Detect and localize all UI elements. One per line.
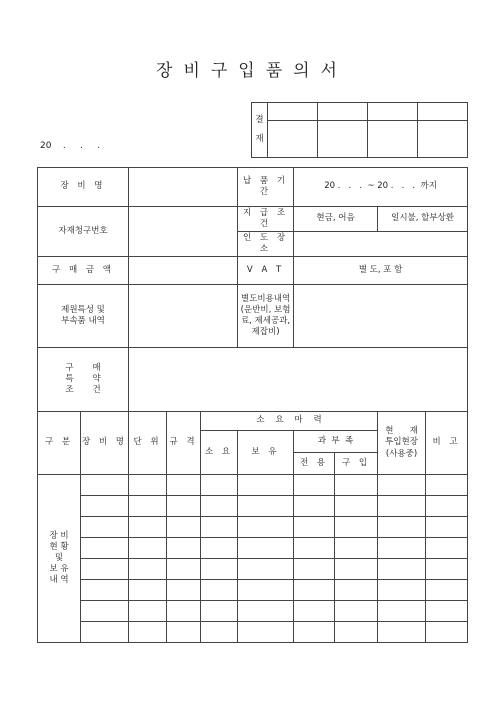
grid-cell[interactable] (201, 601, 238, 622)
grid-side-line-4: 보 유 (49, 564, 69, 575)
grid-cell[interactable] (335, 475, 378, 496)
grid-cell[interactable] (294, 559, 335, 580)
delivery-place-field[interactable] (294, 232, 468, 257)
grid-required-header: 소 요 (201, 431, 238, 475)
approval-label-top: 결 (255, 114, 264, 125)
grid-cell[interactable] (81, 580, 129, 601)
extra-cost-line-4: 제잡비) (251, 327, 280, 338)
approval-sign-cell-1[interactable] (268, 121, 318, 158)
approval-title-cell-3[interactable] (368, 103, 418, 121)
grid-side-line-2: 현 황 (49, 541, 69, 552)
special-terms-field[interactable] (129, 348, 468, 412)
grid-cell[interactable] (238, 475, 294, 496)
grid-cell[interactable] (378, 622, 426, 643)
grid-cell[interactable] (129, 559, 167, 580)
main-form (37, 167, 468, 643)
grid-cell[interactable] (426, 580, 468, 601)
grid-cell[interactable] (167, 517, 201, 538)
grid-cell[interactable] (81, 622, 129, 643)
special-terms-line-3: 조 건 (65, 385, 101, 396)
grid-cell[interactable] (378, 559, 426, 580)
grid-cell[interactable] (426, 496, 468, 517)
grid-spec-header: 규 격 (167, 412, 201, 475)
equipment-name-label: 장 비 명 (38, 168, 129, 207)
grid-cell[interactable] (335, 496, 378, 517)
grid-cell[interactable] (294, 580, 335, 601)
approval-title-cell-2[interactable] (318, 103, 368, 121)
grid-cell[interactable] (201, 538, 238, 559)
delivery-period-label: 납 품 기 간 (238, 168, 294, 207)
grid-cell[interactable] (81, 475, 129, 496)
grid-cell[interactable] (426, 517, 468, 538)
grid-cell[interactable] (167, 622, 201, 643)
grid-cell[interactable] (238, 496, 294, 517)
grid-cell[interactable] (167, 538, 201, 559)
delivery-place-label: 인 도 장 소 (238, 232, 294, 257)
document-title: 장비구입품의서 (156, 61, 348, 81)
purchase-amount-field[interactable] (129, 257, 238, 285)
grid-cell[interactable] (335, 538, 378, 559)
grid-cell[interactable] (81, 559, 129, 580)
grid-cell[interactable] (378, 475, 426, 496)
grid-cell[interactable] (129, 475, 167, 496)
grid-cell[interactable] (129, 538, 167, 559)
grid-cell[interactable] (294, 622, 335, 643)
grid-side-line-1: 장 비 (49, 530, 69, 541)
grid-cell[interactable] (201, 580, 238, 601)
grid-cell[interactable] (129, 496, 167, 517)
payment-terms-label: 지 급 조 건 (238, 207, 294, 232)
grid-side-label (38, 475, 81, 643)
grid-cell[interactable] (201, 517, 238, 538)
approval-box (251, 102, 468, 158)
approval-title-cell-4[interactable] (418, 103, 468, 121)
grid-cell[interactable] (129, 517, 167, 538)
grid-cell[interactable] (129, 580, 167, 601)
grid-cell[interactable] (426, 622, 468, 643)
grid-cell[interactable] (294, 475, 335, 496)
grid-cell[interactable] (335, 517, 378, 538)
grid-cell[interactable] (201, 622, 238, 643)
grid-cell[interactable] (129, 622, 167, 643)
grid-cell[interactable] (238, 601, 294, 622)
delivery-period-field[interactable]: 20 . . . ~ 20 . . . 까지 (294, 168, 468, 207)
grid-cell[interactable] (238, 559, 294, 580)
extra-cost-line-1: 별도비용내역 (240, 293, 291, 304)
grid-cell[interactable] (81, 496, 129, 517)
approval-sign-cell-3[interactable] (368, 121, 418, 158)
grid-side-line-3: 및 (54, 552, 64, 563)
purchase-amount-label: 구 매 금 액 (38, 257, 129, 285)
date-line: 20 . . . (40, 141, 101, 151)
grid-cell[interactable] (201, 496, 238, 517)
extra-cost-field[interactable] (294, 285, 468, 348)
grid-cell[interactable] (167, 559, 201, 580)
grid-cell[interactable] (335, 580, 378, 601)
grid-cell[interactable] (378, 538, 426, 559)
grid-cell[interactable] (335, 601, 378, 622)
grid-current-line-3: (사용중) (385, 448, 418, 459)
grid-cell[interactable] (238, 517, 294, 538)
grid-cell[interactable] (378, 601, 426, 622)
approval-label-bottom: 재 (255, 134, 264, 144)
request-number-field[interactable] (129, 207, 238, 257)
grid-current-line-2: 투입현장 (385, 437, 418, 448)
grid-required-horsepower-header: 소 요 마 력 (201, 412, 378, 431)
extra-cost-line-3: 료, 제세공과, (240, 316, 291, 326)
specs-label (38, 285, 129, 348)
equipment-name-field[interactable] (129, 168, 238, 207)
grid-equipment-name-header: 장 비 명 (81, 412, 129, 475)
specs-field[interactable] (129, 285, 238, 348)
grid-cell[interactable] (167, 580, 201, 601)
specs-label-line-2: 부속품 내역 (61, 316, 105, 326)
grid-current-line-1: 현 재 (385, 426, 418, 437)
extra-cost-line-2: (운반비, 보험 (240, 304, 291, 315)
grid-cell[interactable] (426, 601, 468, 622)
grid-cell[interactable] (294, 496, 335, 517)
grid-cell[interactable] (294, 517, 335, 538)
payment-installment-option[interactable]: 일시불, 할부상환 (378, 207, 468, 232)
approval-sign-cell-2[interactable] (318, 121, 368, 158)
approval-label (252, 103, 268, 158)
grid-cell[interactable] (426, 559, 468, 580)
grid-cell[interactable] (426, 538, 468, 559)
grid-cell[interactable] (81, 601, 129, 622)
grid-cell[interactable] (238, 538, 294, 559)
approval-sign-cell-4[interactable] (418, 121, 468, 158)
grid-cell[interactable] (129, 601, 167, 622)
special-terms-label (38, 348, 129, 412)
grid-cell[interactable] (378, 496, 426, 517)
grid-cell[interactable] (238, 580, 294, 601)
grid-cell[interactable] (335, 622, 378, 643)
vat-option[interactable]: 별 도, 포 함 (294, 257, 468, 285)
grid-cell[interactable] (81, 538, 129, 559)
vat-label: V A T (238, 257, 294, 285)
special-terms-line-2: 특 약 (65, 373, 101, 384)
grid-remarks-header: 비 고 (426, 412, 468, 475)
grid-cell[interactable] (81, 517, 129, 538)
grid-cell[interactable] (378, 517, 426, 538)
grid-cell[interactable] (238, 622, 294, 643)
grid-category-header: 구 분 (38, 412, 81, 475)
grid-cell[interactable] (167, 475, 201, 496)
request-number-label: 자재청구번호 (38, 207, 129, 257)
approval-title-cell-1[interactable] (268, 103, 318, 121)
grid-cell[interactable] (167, 496, 201, 517)
grid-cell[interactable] (294, 538, 335, 559)
grid-shortage-header: 과 부 족 (294, 431, 378, 453)
special-terms-line-1: 구 매 (65, 362, 101, 373)
specs-label-line-1: 제원특성 및 (61, 304, 105, 315)
grid-purchase-header: 구 입 (335, 453, 378, 475)
grid-current-site-header (378, 412, 426, 475)
grid-cell[interactable] (201, 559, 238, 580)
grid-side-line-5: 내 역 (49, 575, 69, 586)
grid-cell[interactable] (335, 559, 378, 580)
grid-transfer-header: 전 용 (294, 453, 335, 475)
grid-cell[interactable] (426, 475, 468, 496)
grid-cell[interactable] (378, 580, 426, 601)
extra-cost-label (238, 285, 294, 348)
grid-unit-header: 단 위 (129, 412, 167, 475)
grid-cell[interactable] (201, 475, 238, 496)
grid-cell[interactable] (294, 601, 335, 622)
grid-cell[interactable] (167, 601, 201, 622)
payment-cash-option[interactable]: 현금, 어음 (294, 207, 378, 232)
grid-owned-header: 보 유 (238, 431, 294, 475)
